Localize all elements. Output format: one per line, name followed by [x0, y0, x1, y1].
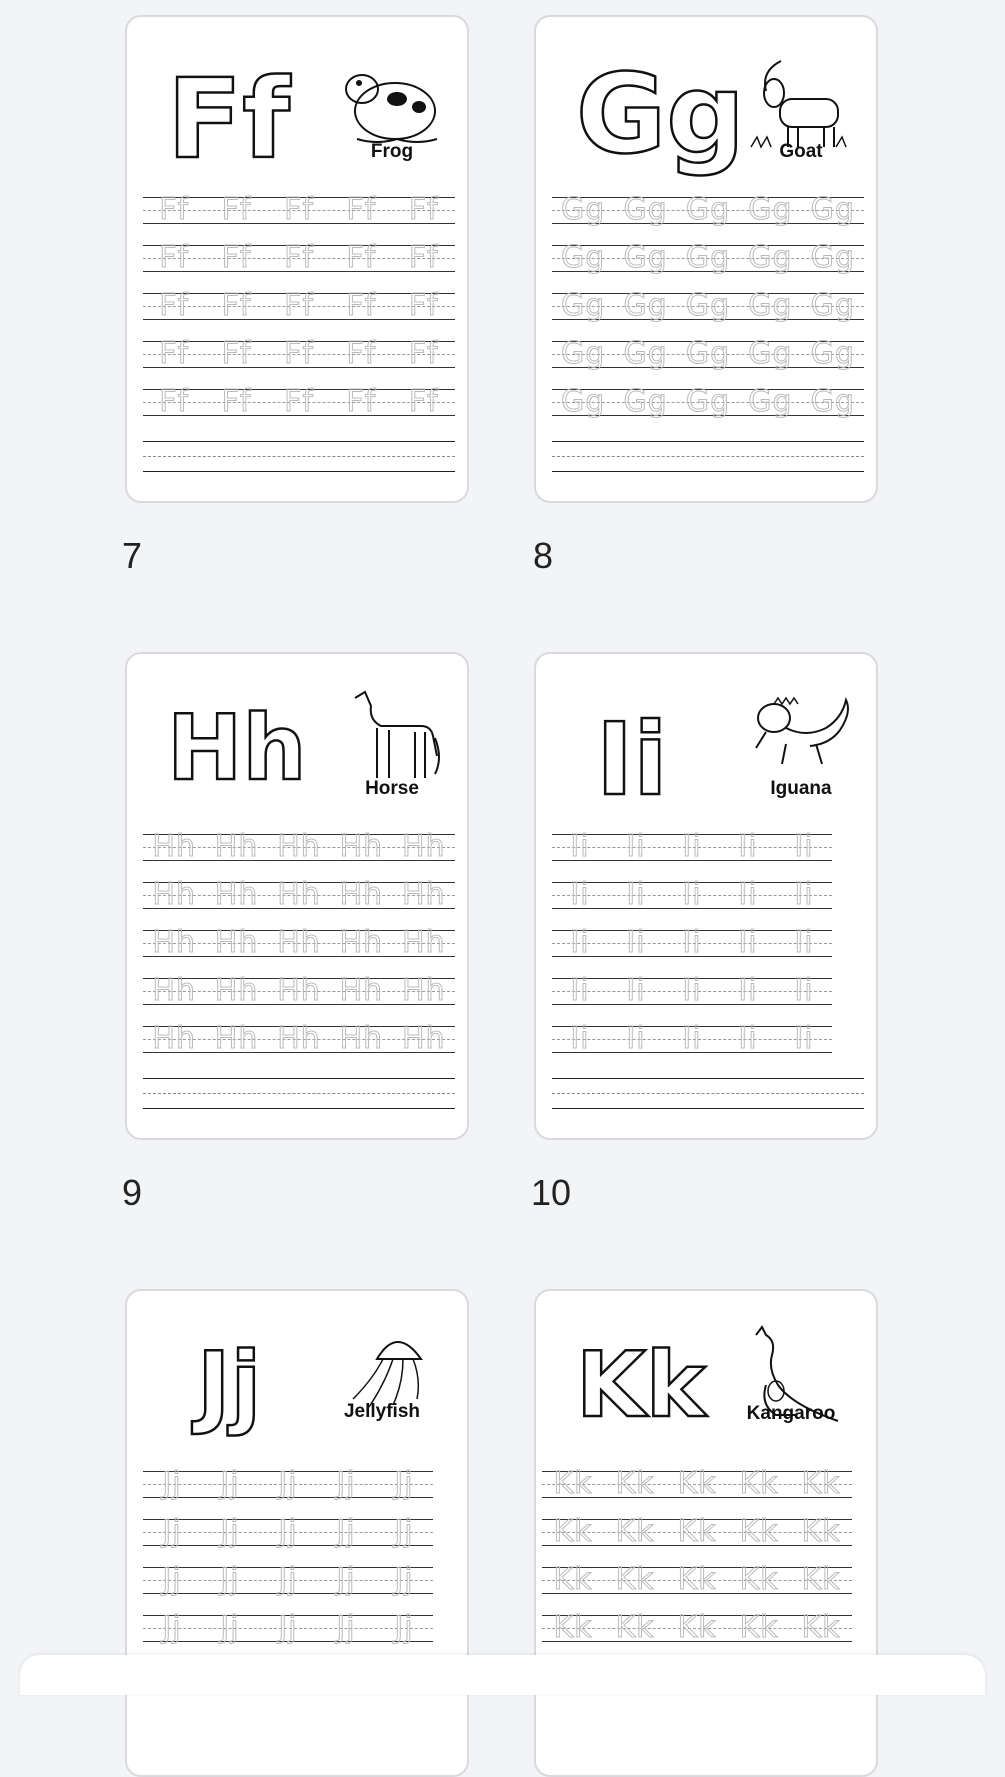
bottom-sheet[interactable] — [20, 1655, 985, 1695]
animal-name: Iguana — [770, 778, 832, 799]
page-number: 9 — [122, 1172, 143, 1213]
horse-illustration-icon — [337, 688, 447, 788]
frog-illustration-icon — [337, 51, 447, 151]
animal-name: Goat — [779, 141, 823, 162]
page-number: 8 — [533, 535, 554, 576]
page-thumbnail-11[interactable] — [125, 1289, 469, 1777]
iguana-illustration-icon — [746, 688, 856, 788]
page-thumbnail-10[interactable] — [534, 652, 878, 1140]
letter-tracing-guide — [167, 684, 317, 814]
animal-name: Kangaroo — [746, 1403, 836, 1424]
letter-tracing-guide — [197, 1321, 347, 1451]
letter-tracing-guide — [576, 1321, 726, 1451]
tracing-lines: Hh Hh Hh Hh Hh Hh Hh Hh Hh Hh Hh Hh Hh Hh Hh Hh Hh Hh Hh Hh Hh Hh Hh Hh Hh — [143, 834, 455, 1118]
page-thumbnail-8[interactable] — [534, 15, 878, 503]
letter-tracing-guide — [596, 684, 746, 818]
animal-name: Jellyfish — [343, 1401, 421, 1422]
svg-text:Jj: Jj — [197, 1333, 262, 1438]
tracing-lines: Ff Ff Ff Ff Ff Ff Ff Ff Ff Ff Ff Ff Ff Ff Ff Ff Ff Ff Ff Ff Ff Ff Ff Ff Ff — [143, 197, 455, 481]
tracing-lines: Gg Gg Gg Gg Gg Gg Gg Gg Gg Gg Gg Gg Gg Gg Gg Gg Gg Gg Gg Gg Gg Gg Gg Gg Gg — [552, 197, 864, 481]
svg-text:Ff: Ff — [167, 55, 290, 183]
animal-name: Frog — [370, 141, 414, 162]
page-number: 10 — [531, 1172, 572, 1213]
animal-name: Horse — [365, 778, 419, 799]
svg-text:Kk: Kk — [576, 1333, 706, 1438]
page-thumbnail-7[interactable] — [125, 15, 469, 503]
tracing-lines: Ii Ii Ii Ii Ii Ii Ii Ii Ii Ii Ii Ii Ii Ii Ii Ii Ii Ii Ii Ii Ii Ii Ii Ii Ii — [552, 834, 864, 1118]
letter-tracing-guide — [576, 47, 746, 178]
svg-text:Gg: Gg — [576, 50, 746, 178]
page-thumbnail-9[interactable] — [125, 652, 469, 1140]
goat-illustration-icon — [746, 51, 856, 151]
letter-tracing-guide — [167, 47, 317, 183]
tracing-lines: Jj Jj Jj Jj Jj Jj Jj Jj Jj Jj Jj Jj Jj Jj Jj Jj Jj Jj Jj Jj — [143, 1471, 455, 1663]
page-number: 7 — [122, 535, 143, 576]
svg-text:Ii: Ii — [596, 701, 668, 818]
tracing-lines: Kk Kk Kk Kk Kk Kk Kk Kk Kk Kk Kk Kk Kk Kk Kk Kk Kk Kk Kk Kk — [542, 1471, 854, 1663]
page-thumbnail-12[interactable] — [534, 1289, 878, 1777]
svg-text:Hh: Hh — [167, 696, 307, 801]
